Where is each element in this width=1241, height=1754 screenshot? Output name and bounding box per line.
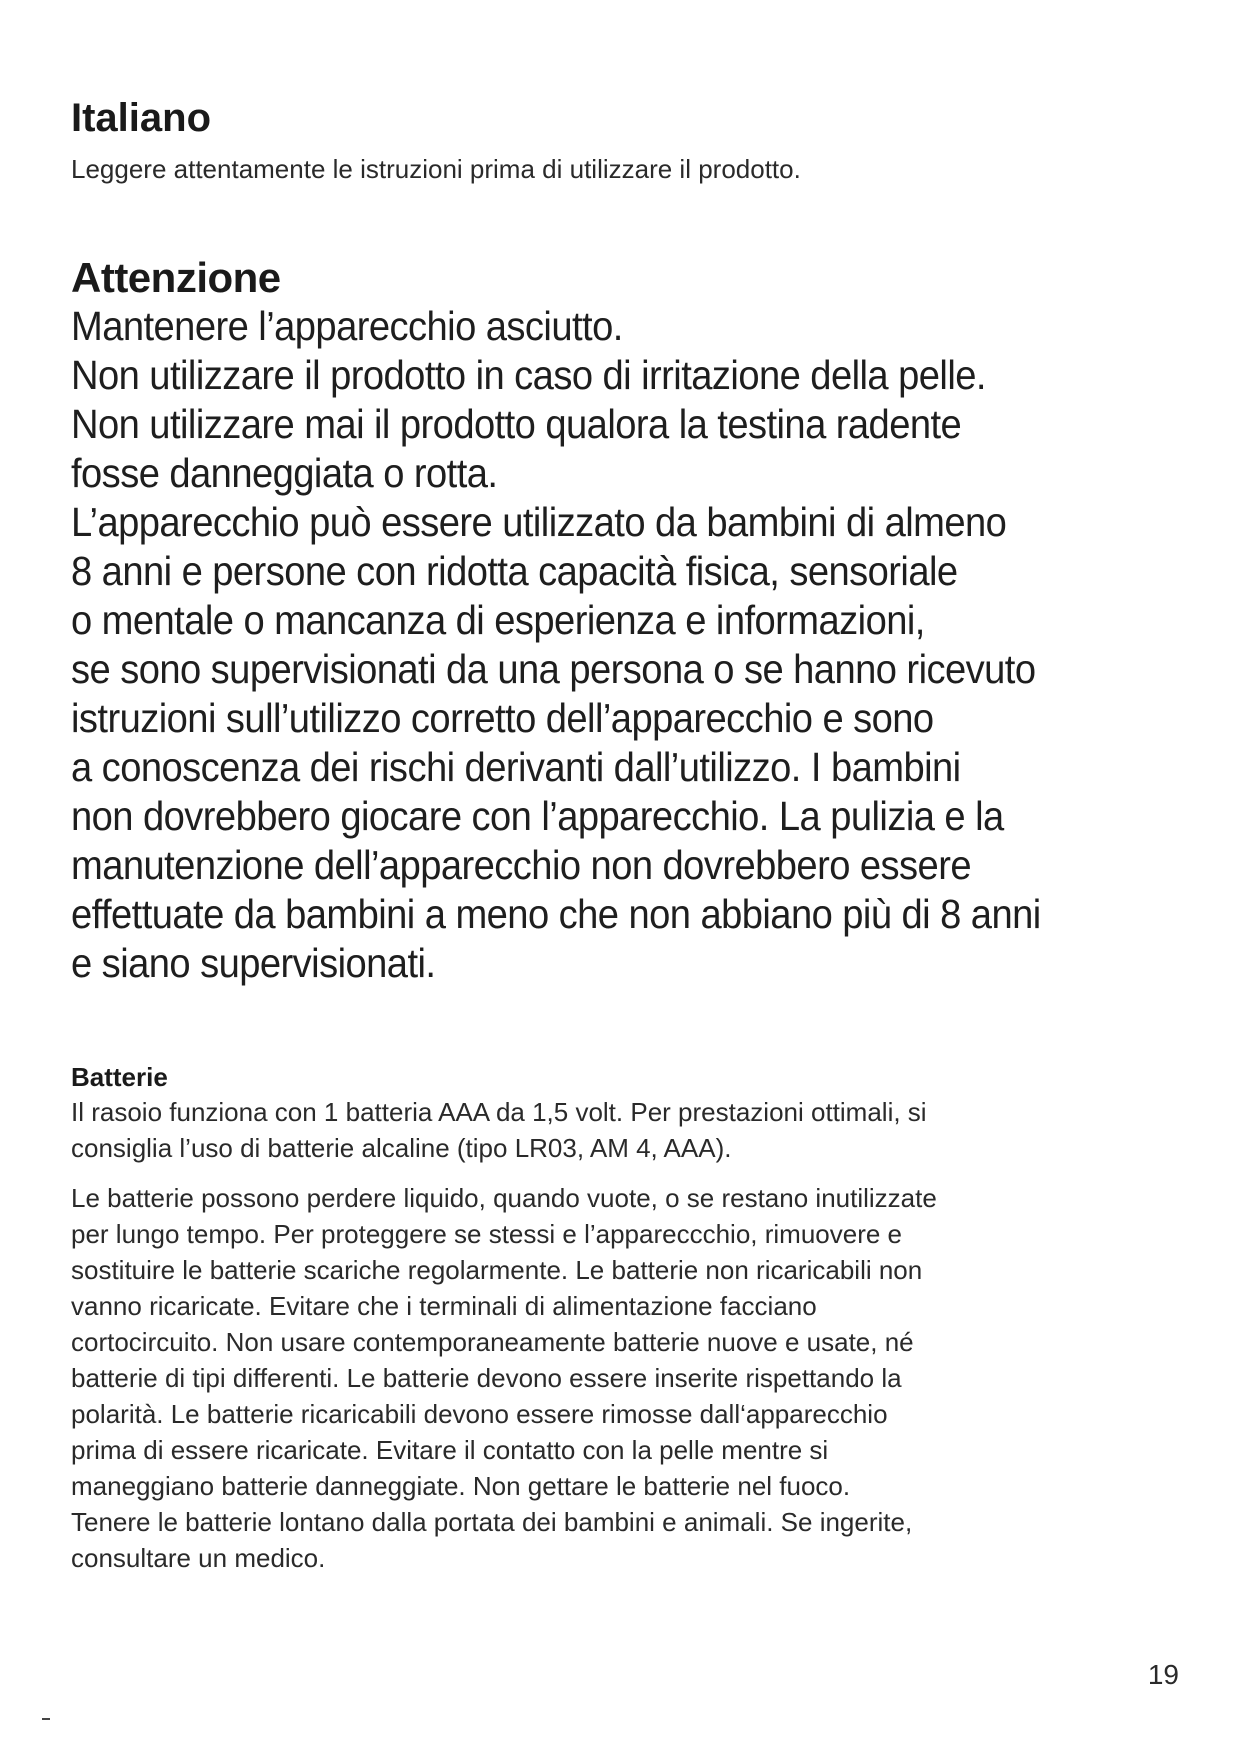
body-line: Il rasoio funziona con 1 batteria AAA da 1,5 volt. Per prestazioni ottimali, si [71, 1097, 927, 1127]
warning-line: Mantenere l’apparecchio asciutto. [71, 303, 623, 349]
body-line: Le batterie possono perdere liquido, quando vuote, o se restano inutilizzate [71, 1183, 937, 1213]
warning-line: non dovrebbero giocare con l’apparecchio. La pulizia e la [71, 793, 1004, 839]
warning-line: fosse danneggiata o rotta. [71, 450, 498, 496]
page-number: 19 [1147, 1659, 1179, 1690]
warning-section [71, 254, 1181, 988]
warning-line: istruzioni sull’utilizzo corretto dell’apparecchio e sono [71, 695, 934, 741]
warning-line: L’apparecchio può essere utilizzato da bambini di almeno [71, 499, 1007, 545]
body-line: batterie di tipi differenti. Le batterie devono essere inserite rispettando la [71, 1363, 902, 1393]
warning-line: 8 anni e persone con ridotta capacità fisica, sensoriale [71, 548, 958, 594]
page-content [71, 94, 1181, 1576]
warning-text [71, 302, 1181, 988]
body-line: consultare un medico. [71, 1543, 326, 1573]
warning-line: effettuate da bambini a meno che non abbiano più di 8 anni [71, 891, 1041, 937]
edge-mark [42, 1718, 50, 1720]
batteries-title: Batterie [71, 1062, 168, 1092]
batteries-section [71, 1060, 1181, 1576]
warning-line: e siano supervisionati. [71, 940, 436, 986]
warning-line: Non utilizzare il prodotto in caso di irritazione della pelle. [71, 352, 986, 398]
body-line: Tenere le batterie lontano dalla portata dei bambini e animali. Se ingerite, [71, 1507, 913, 1537]
body-line: sostituire le batterie scariche regolarmente. Le batterie non ricaricabili non [71, 1255, 923, 1285]
batteries-paragraph-2 [71, 1180, 1181, 1576]
warning-line: o mentale o mancanza di esperienza e informazioni, [71, 597, 925, 643]
body-line: consiglia l’uso di batterie alcaline (tipo LR03, AM 4, AAA). [71, 1133, 732, 1163]
body-line: polarità. Le batterie ricaricabili devono essere rimosse dall‘apparecchio [71, 1399, 888, 1429]
warning-line: manutenzione dell’apparecchio non dovrebbero essere [71, 842, 972, 888]
language-title: Italiano [71, 96, 212, 140]
body-line: cortocircuito. Non usare contemporaneamente batterie nuove e usate, né [71, 1327, 914, 1357]
warning-line: se sono supervisionati da una persona o se hanno ricevuto [71, 646, 1036, 692]
warning-title: Attenzione [71, 254, 281, 301]
body-line: maneggiano batterie danneggiate. Non gettare le batterie nel fuoco. [71, 1471, 851, 1501]
body-line: per lungo tempo. Per proteggere se stessi e l’appareccchio, rimuovere e [71, 1219, 902, 1249]
body-line: vanno ricaricate. Evitare che i terminali di alimentazione facciano [71, 1291, 817, 1321]
body-line: prima di essere ricaricate. Evitare il contatto con la pelle mentre si [71, 1435, 829, 1465]
warning-line: Non utilizzare mai il prodotto qualora la testina radente [71, 401, 962, 447]
batteries-paragraph-1 [71, 1094, 1181, 1166]
intro-text: Leggere attentamente le istruzioni prima di utilizzare il prodotto. [71, 154, 801, 184]
warning-line: a conoscenza dei rischi derivanti dall’utilizzo. I bambini [71, 744, 961, 790]
